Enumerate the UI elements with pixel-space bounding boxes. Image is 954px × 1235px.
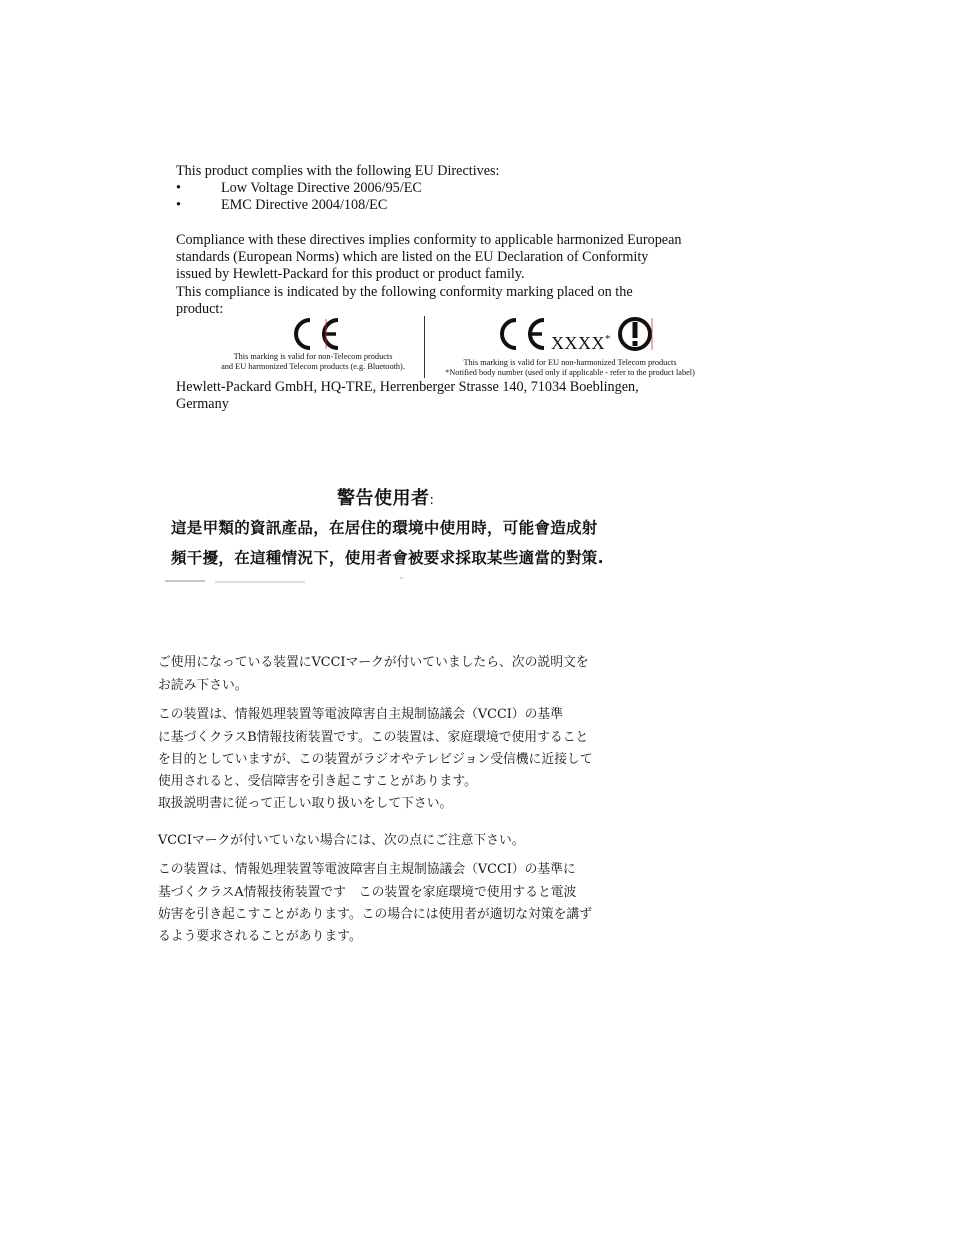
compliance-line: Compliance with these directives implies conformity to applicable harmonized European	[176, 232, 682, 248]
scan-artifact	[165, 580, 205, 582]
eu-intro: This product complies with the following EU Directives:	[176, 163, 500, 179]
compliance-line: This compliance is indicated by the following conformity marking placed on the	[176, 284, 633, 300]
class-b-line: に基づくクラスB情報技術装置です。この装置は、家庭環境で使用すること	[158, 730, 589, 745]
mark-caption: This marking is valid for EU non-harmonized Telecom products	[463, 358, 677, 367]
scan-artifact	[215, 581, 305, 583]
class-a-line: この装置は、情報処理装置等電波障害自主規制協議会（VCCI）の基準に	[158, 862, 576, 877]
directive-label: EMC Directive 2004/108/EC	[221, 197, 388, 213]
mark-divider	[424, 316, 425, 378]
ce-mark-telecom-icon	[492, 316, 548, 352]
address-line: Hewlett-Packard GmbH, HQ-TRE, Herrenberger Strasse 140, 71034 Boeblingen,	[176, 379, 639, 395]
class-a-line: 妨害を引き起こすことがあります。この場合には使用者が適切な対策を講ず	[158, 907, 593, 922]
class-a-line: 基づくクラスA情報技術装置です この装置を家庭環境で使用すると電波	[158, 885, 577, 900]
bullet-icon: •	[176, 180, 181, 196]
address-line: Germany	[176, 396, 229, 412]
warning-title-punct: :	[429, 493, 435, 508]
warning-title	[337, 484, 434, 510]
warning-title-text: 警告使用者	[337, 488, 430, 509]
compliance-line: product:	[176, 301, 224, 317]
mark-caption: This marking is valid for non-Telecom products	[233, 352, 393, 361]
class-b-line: を目的としていますが、この装置がラジオやテレビジョン受信機に近接して	[158, 752, 593, 767]
warning-line: 這是甲類的資訊產品，在居住的環境中使用時，可能會造成射	[171, 519, 598, 537]
compliance-line: standards (European Norms) which are listed on the EU Declaration of Conformity	[176, 249, 649, 265]
no-mark-line: VCCIマークが付いていない場合には、次の点にご注意下さい。	[158, 833, 525, 848]
class-b-line: 取扱説明書に従って正しい取り扱いをして下さい。	[158, 796, 453, 811]
vcci-intro-line: ご使用になっている装置にVCCIマークが付いていましたら、次の説明文を	[158, 655, 589, 670]
class-a-line: るよう要求されることがあります。	[158, 929, 362, 944]
vcci-intro-line: お読み下さい。	[158, 678, 248, 693]
asterisk: *	[605, 333, 611, 345]
bullet-icon: •	[176, 197, 181, 213]
class-b-line: 使用されると、受信障害を引き起こすことがあります。	[158, 774, 477, 789]
alert-mark-icon	[617, 316, 655, 354]
warning-line: 頻干擾，在這種情況下，使用者會被要求採取某些適當的對策.	[171, 549, 604, 567]
mark-caption: *Notified body number (used only if applicable - refer to the product label)	[445, 368, 695, 377]
directive-item	[176, 180, 576, 198]
notified-body-text: XXXX	[551, 333, 605, 353]
ce-mark-icon	[286, 316, 342, 352]
directive-item	[176, 197, 576, 215]
compliance-line: issued by Hewlett-Packard for this product or product family.	[176, 266, 525, 282]
notified-body-number	[551, 333, 611, 354]
scan-artifact	[400, 577, 403, 579]
class-b-line: この装置は、情報処理装置等電波障害自主規制協議会（VCCI）の基準	[158, 707, 563, 722]
directive-label: Low Voltage Directive 2006/95/EC	[221, 180, 422, 196]
mark-caption: and EU harmonized Telecom products (e.g. Bluetooth).	[221, 362, 405, 371]
